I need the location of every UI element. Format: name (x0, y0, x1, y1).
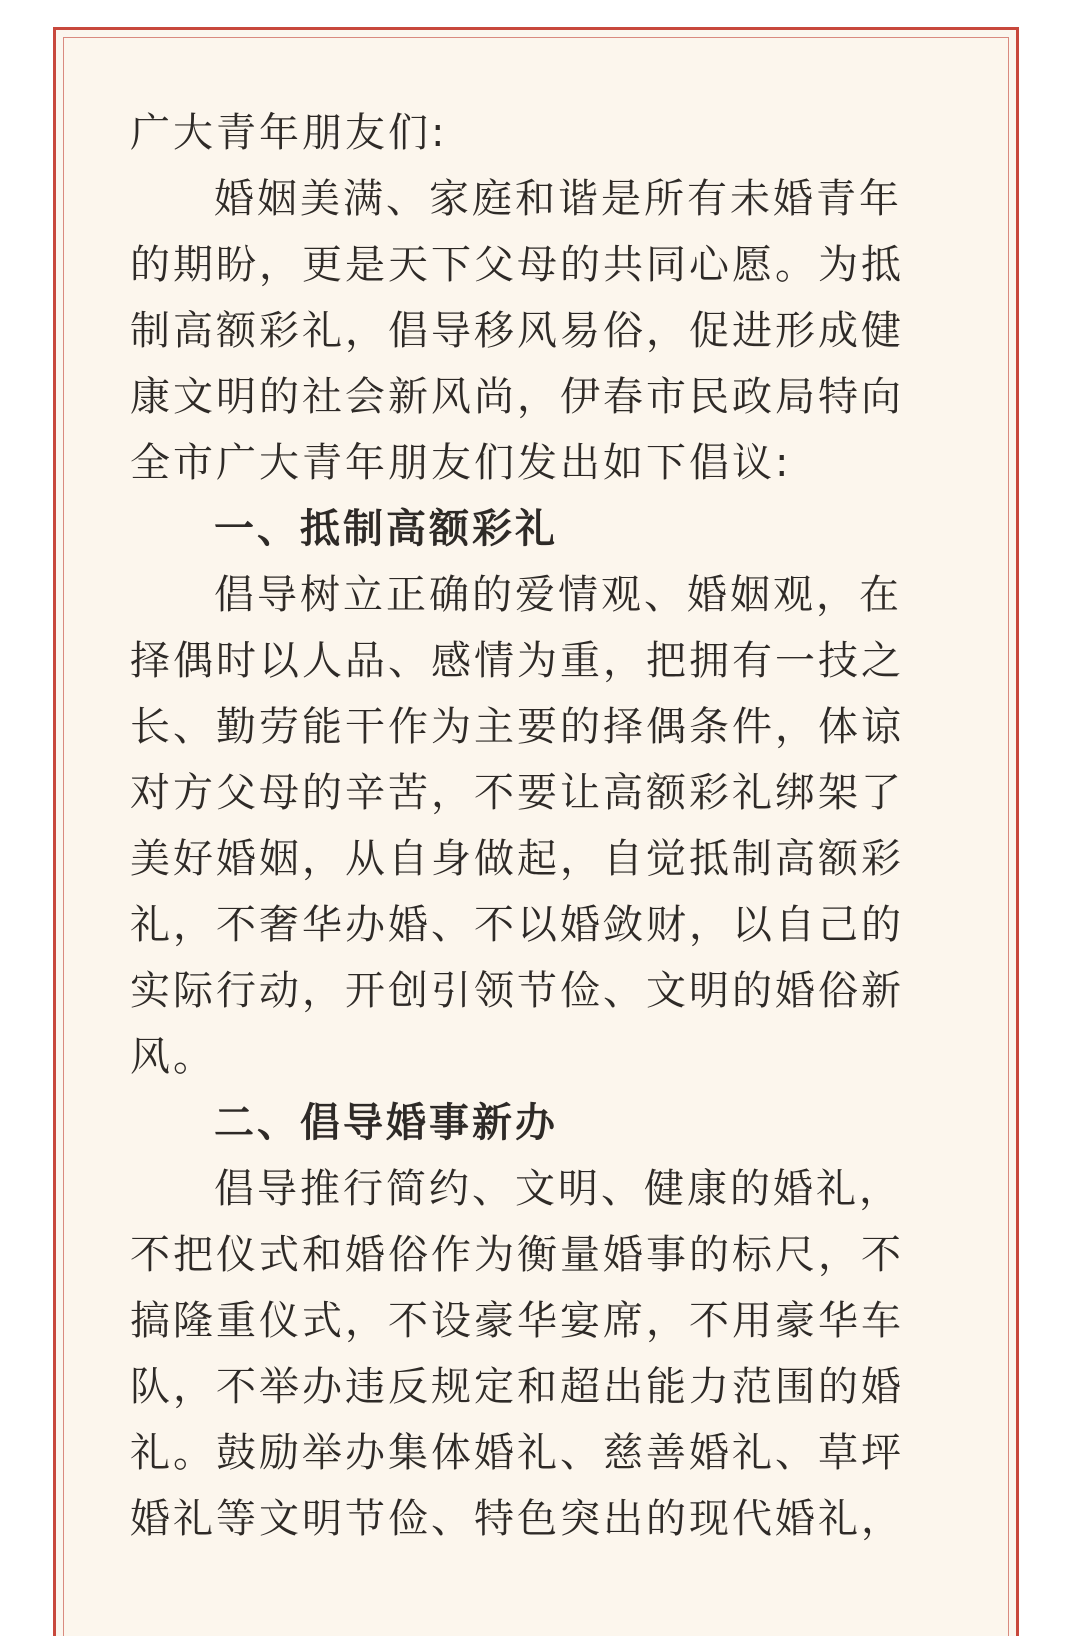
section1-line: 长、勤劳能干作为主要的择偶条件，体谅 (130, 704, 904, 750)
section2-line: 礼。鼓励举办集体婚礼、慈善婚礼、草坪 (130, 1430, 904, 1476)
section1-line: 择偶时以人品、感情为重，把拥有一技之 (130, 638, 904, 684)
section2-line: 不把仪式和婚俗作为衡量婚事的标尺，不 (130, 1232, 904, 1278)
section1-line: 礼，不奢华办婚、不以婚敛财，以自己的 (130, 902, 904, 948)
intro-line: 婚姻美满、家庭和谐是所有未婚青年 (214, 176, 902, 222)
intro-line: 全市广大青年朋友们发出如下倡议: (130, 440, 792, 486)
section1-line: 对方父母的辛苦，不要让高额彩礼绑架了 (130, 770, 904, 816)
section2-line: 婚礼等文明节俭、特色突出的现代婚礼， (130, 1496, 904, 1542)
section2-line: 搞隆重仪式，不设豪华宴席，不用豪华车 (130, 1298, 904, 1344)
section1-line: 风。 (130, 1034, 216, 1080)
intro-line: 的期盼，更是天下父母的共同心愿。为抵 (130, 242, 904, 288)
section-heading-2: 二、倡导婚事新办 (214, 1100, 558, 1146)
intro-line: 康文明的社会新风尚，伊春市民政局特向 (130, 374, 904, 420)
section2-line: 队，不举办违反规定和超出能力范围的婚 (130, 1364, 904, 1410)
section1-line: 实际行动，开创引领节俭、文明的婚俗新 (130, 968, 904, 1014)
intro-line: 制高额彩礼，倡导移风易俗，促进形成健 (130, 308, 904, 354)
section1-line: 倡导树立正确的爱情观、婚姻观，在 (214, 572, 902, 618)
greeting: 广大青年朋友们: (130, 110, 448, 156)
section-heading-1: 一、抵制高额彩礼 (214, 506, 558, 552)
section2-line: 倡导推行简约、文明、健康的婚礼， (214, 1166, 902, 1212)
section1-line: 美好婚姻，从自身做起，自觉抵制高额彩 (130, 836, 904, 882)
proposal-document (130, 100, 960, 1552)
